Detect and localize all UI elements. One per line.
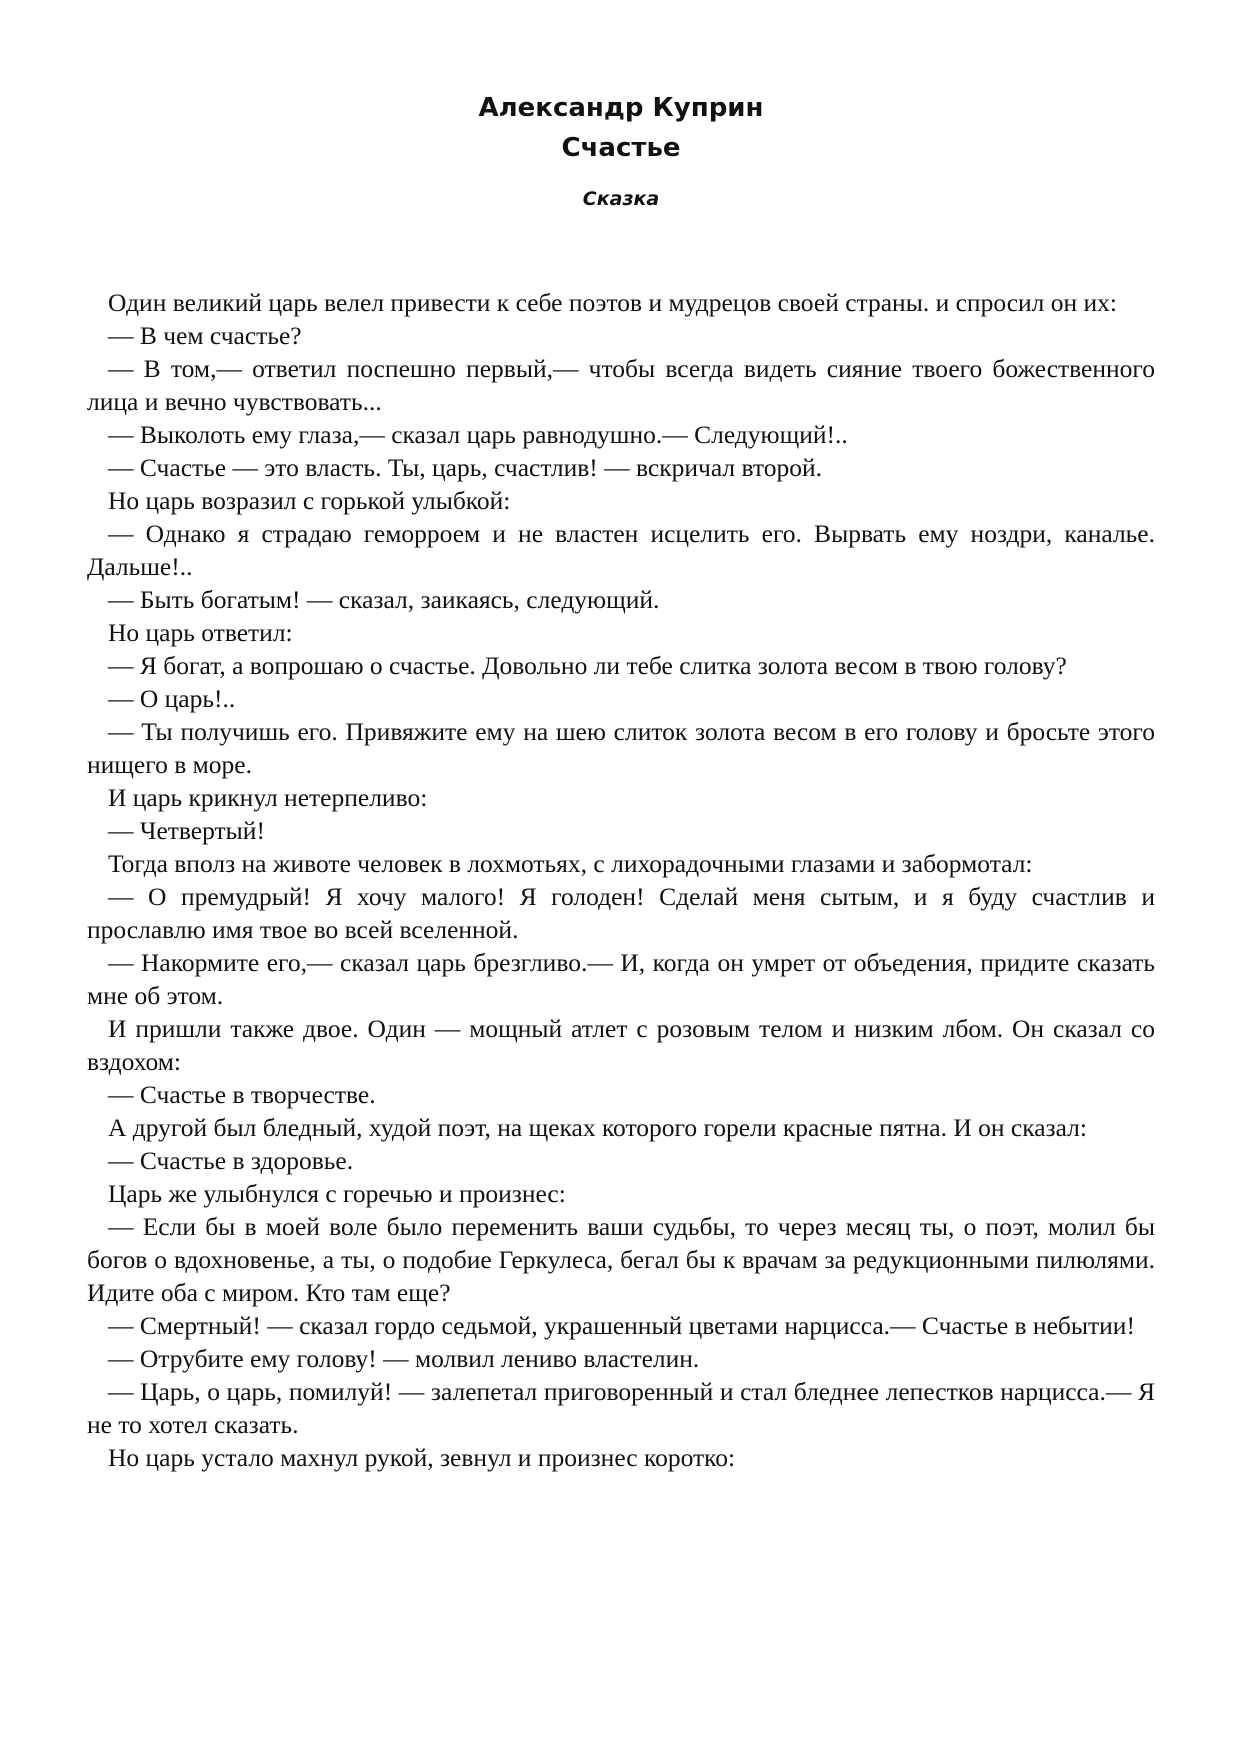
paragraph: — Если бы в моей воле было переменить ваши судьбы, то через месяц ты, о поэт, молил бы богов о вдохновенье, а ты, о подобие Геркулеса, бегал бы к врачам за редукционными пилюлями. Идите оба с миром. Кто там еще? (87, 1212, 1155, 1307)
document-header (0, 88, 1242, 212)
paragraph: И пришли также двое. Один — мощный атлет с розовым телом и низким лбом. Он сказал со вздохом: (87, 1014, 1155, 1076)
paragraph: — Счастье — это власть. Ты, царь, счастлив! — вскричал второй. (108, 453, 822, 482)
story-body (87, 286, 1155, 1474)
paragraph: — Царь, о царь, помилуй! — залепетал приговоренный и стал бледнее лепестков нарцисса.— Я не то хотел сказать. (87, 1377, 1155, 1439)
story-genre: Сказка (582, 188, 660, 210)
paragraph: — Я богат, а вопрошаю о счастье. Довольно ли тебе слитка золота весом в твою голову? (108, 651, 1067, 680)
paragraph: — О царь!.. (108, 684, 236, 713)
paragraph: — Выколоть ему глаза,— сказал царь равнодушно.— Следующий!.. (108, 420, 848, 449)
paragraph: Но царь устало махнул рукой, зевнул и произнес коротко: (108, 1443, 736, 1472)
paragraph: Царь же улыбнулся с горечью и произнес: (108, 1179, 566, 1208)
paragraph: — Отрубите ему голову! — молвил лениво властелин. (108, 1344, 700, 1373)
paragraph: — Накормите его,— сказал царь брезгливо.— И, когда он умрет от объедения, придите сказать мне об этом. (87, 948, 1155, 1010)
paragraph: — Смертный! — сказал гордо седьмой, украшенный цветами нарцисса.— Счастье в небытии! (108, 1311, 1135, 1340)
paragraph: Но царь возразил с горькой улыбкой: (108, 486, 511, 515)
paragraph: И царь крикнул нетерпеливо: (108, 783, 428, 812)
paragraph: — Быть богатым! — сказал, заикаясь, следующий. (108, 585, 660, 614)
paragraph: — В том,— ответил поспешно первый,— чтобы всегда видеть сияние твоего божественного лица и вечно чувствовать... (87, 354, 1155, 416)
author-name: Александр Куприн (478, 93, 764, 123)
paragraph: — В чем счастье? (108, 321, 302, 350)
paragraph: — Счастье в творчестве. (108, 1080, 376, 1109)
story-title: Счастье (561, 133, 681, 163)
paragraph: — О премудрый! Я хочу малого! Я голоден! Сделай меня сытым, и я буду счастлив и прославлю имя твое во всей вселенной. (87, 882, 1155, 944)
paragraph: Но царь ответил: (108, 618, 293, 647)
paragraph: — Четвертый! (108, 816, 265, 845)
paragraph: — Счастье в здоровье. (108, 1146, 354, 1175)
paragraph: — Ты получишь его. Привяжите ему на шею слиток золота весом в его голову и бросьте этого нищего в море. (87, 717, 1155, 779)
paragraph: А другой был бледный, худой поэт, на щеках которого горели красные пятна. И он сказал: (108, 1113, 1087, 1142)
paragraph: Один великий царь велел привести к себе поэтов и мудрецов своей страны. и спросил он их: (108, 288, 1118, 317)
paragraph: — Однако я страдаю геморроем и не властен исцелить его. Вырвать ему ноздри, канальe. Дальше!.. (87, 519, 1155, 581)
paragraph: Тогда вполз на животе человек в лохмотьях, с лихорадочными глазами и забормотал: (108, 849, 1033, 878)
